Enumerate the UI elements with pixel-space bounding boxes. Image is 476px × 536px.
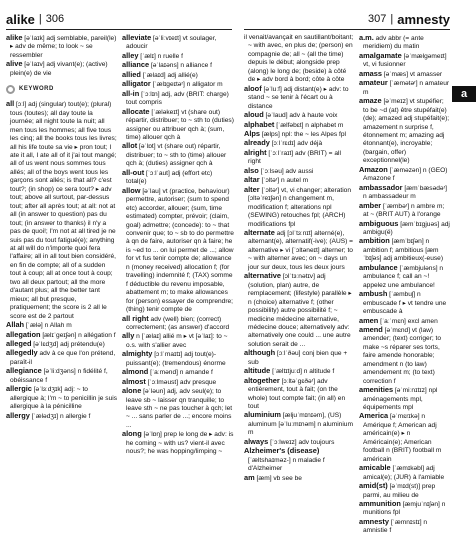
entry-headword: aloud xyxy=(244,110,264,120)
dictionary-entry xyxy=(6,34,117,60)
entry-definition: [əˈmælgəmeɪt] vt, vi fusionner xyxy=(363,52,447,69)
dictionary-entry xyxy=(6,367,117,385)
entry-definition: [əˈmeɪz] vt stupéfier; to be ~d (at) être stupéfait(e) (de); amazed adj stupéfait(e); amazement n surprise f, étonnement m; amazing adj étonnant(e), incroyable; (bargain, offer) exceptionnel(le) xyxy=(363,98,450,165)
entry-headword: alike xyxy=(6,33,23,42)
entry-definition: [əˈlaud] adv à haute voix xyxy=(263,112,338,120)
entry-definition: [ˈælə] n Allah m xyxy=(24,322,72,330)
entry-headword: alleged xyxy=(6,338,32,348)
dictionary-entry xyxy=(244,474,354,483)
dictionary-entry xyxy=(244,349,354,367)
entry-definition: [ɔːltəˈgɛðəʳ] adv entièrement, tout à fait; (on the whole) tout compte fait; (in all) en tout xyxy=(248,377,346,411)
entry-headword: alliance xyxy=(122,60,150,70)
running-head-left-word: alike xyxy=(6,12,35,27)
dictionary-entry xyxy=(359,184,450,202)
entry-definition: [ˈælɪgeɪtəʳ] n alligator m xyxy=(150,81,223,89)
dictionary-entry xyxy=(244,149,354,167)
entry-definition: [ælɪˈgeɪʃən] n allégation f xyxy=(40,331,116,339)
entry-definition: [ˈælɪ] n ruelle f xyxy=(138,52,183,60)
entry-headword: allot xyxy=(122,141,138,151)
running-head-right-word: amnesty xyxy=(397,12,450,27)
entry-definition: [æmˈbɪgjuəs] adj ambigu(ë) xyxy=(363,220,450,236)
entry-headword: although xyxy=(244,348,276,358)
entry-headword: almond xyxy=(122,367,149,377)
entry-headword: Alzheimer's (disease) xyxy=(244,446,320,456)
dictionary-entry xyxy=(359,52,450,70)
dictionary-entry xyxy=(359,202,450,220)
page-number-left: 306 xyxy=(45,13,65,25)
dictionary-entry xyxy=(359,518,450,536)
entry-headword: already xyxy=(244,138,270,148)
entry-headword: altar xyxy=(244,175,260,185)
running-head-left xyxy=(6,0,232,30)
dictionary-entry xyxy=(122,34,234,52)
entry-definition: [ɔːl] adj (singular) tout(e); (plural) tous (toutes); all day toute la journée; all night toute la nuit; all men tous les hommes; all five tous les cinq; all the books tous les livres; all his life toute sa vie ▸ pron tout; I ate it all, I ate all of it j'ai tout mangé; all of us went nous sommes tous allés; all of the boys went tous les garçons sont allés; is that all? c'est tout?; (in shop) ce sera tout? ▸ adv tout; above all surtout, par-dessus tout; after all après tout; at all: not at all (in answer to question) pas du tout; (in answer to thanks) il n'y a pas de quoi!; I'm not at all tired je ne suis pas du tout fatigué(e); anything at all will do n'importe quoi fera l'affaire; all in all tout bien considéré, en fin de compte; all of a sudden tout à coup; all at once tout à coup; two all deux partout; all the more d'autant plus; all the better tant mieux; all but presque, pratiquement; the score is 2 all le score est de 2 partout xyxy=(10,101,117,320)
dictionary-entry xyxy=(244,121,354,130)
dictionary-entry xyxy=(244,229,354,272)
entry-definition: [ˈɔːlɪn] adj, adv (BRIT: charge) tout compris xyxy=(126,90,229,107)
entry-headword: alone xyxy=(122,386,142,396)
dictionary-entry xyxy=(6,412,117,421)
entry-headword: amicable xyxy=(359,463,391,473)
entry-headword: allegiance xyxy=(6,366,42,376)
keyword-label: KEYWORD xyxy=(19,86,54,93)
entry-definition: [æmˈbæsədəʳ] n ambassadeur m xyxy=(363,184,448,201)
entry-headword: alright xyxy=(244,147,267,157)
dictionary-entry xyxy=(6,100,117,321)
entry-headword: also xyxy=(244,165,259,175)
entry-headword: aluminium xyxy=(244,410,281,420)
entry-definition: [æm] vb see be xyxy=(254,474,302,482)
entry-headword: always xyxy=(244,436,269,446)
entry-definition: [ˈælaɪd] adj allié(e) xyxy=(140,71,198,79)
entry-definition: [əˈmiːnɪtɪz] npl aménagements mpl, équipements mpl xyxy=(363,387,438,412)
entry-headword: all-out xyxy=(122,167,145,177)
dictionary-entry xyxy=(359,412,450,464)
dictionary-entry xyxy=(359,290,450,316)
entry-definition: [ˈɔltəʳ] vt, vi changer; alteration [ɔltəˈreɪʃən] n changement m, modification f; alterations npl (SEWING) retouches fpl; (ARCH) modifications fpl xyxy=(248,186,351,228)
entry-definition: [ˈaːmənd] n amande f xyxy=(148,369,213,377)
entry-definition: [æljuˈmɪnɪəm], (US) aluminum [əˈluːmɪnəm] n aluminium m xyxy=(248,412,353,437)
entry-headword: amber xyxy=(359,200,382,210)
dictionary-entry xyxy=(244,176,354,185)
entry-definition: [ɔːlˈrɛdɪ] adv déjà xyxy=(269,140,323,148)
dictionary-entry xyxy=(122,90,234,108)
entry-headword: ambush xyxy=(359,289,388,299)
dictionary-entry xyxy=(122,332,234,350)
entry-headword: ally xyxy=(122,331,135,341)
entry-definition: [əˈmɛrɪkə] n Amérique f; American adj américain(e) ▸ n Américain(e); American football n (BRIT) football m américain xyxy=(363,413,442,463)
entry-definition: [əˈlɒŋ] prep le long de ▸ adv: is he coming ~ with us? vient-il avec nous?; he was hopping/limping ~ xyxy=(126,431,234,456)
entry-headword: Amazon xyxy=(359,164,388,174)
entry-definition: [əˈlaɪk] adj semblable, pareil(le) ▸ adv de même; to look ~ se ressembler xyxy=(10,35,117,59)
column-1 xyxy=(6,34,117,474)
entry-headword: amalgamate xyxy=(359,50,402,60)
dictionary-entry xyxy=(359,220,450,238)
entry-definition: [əˈlɛdʒd] adj prétendu(e) xyxy=(31,340,105,348)
entry-definition: adv abbr (= ante meridiem) du matin xyxy=(363,35,424,51)
entry-definition: [əˈluːf] adj distant(e) ▸ adv: to stand ~ se tenir à l'écart ou à distance xyxy=(248,85,349,110)
entry-headword: ambiguous xyxy=(359,218,399,228)
thumb-index-tab: a xyxy=(452,86,476,102)
entry-headword: alive xyxy=(6,59,23,69)
entry-headword: alphabet xyxy=(244,119,275,129)
entry-definition: [əˈlaɪəns] n alliance f xyxy=(149,62,212,70)
entry-headword: Alps xyxy=(244,128,261,138)
dictionary-entry xyxy=(359,386,450,412)
column-2 xyxy=(122,34,234,474)
keyword-marker xyxy=(6,82,116,96)
entry-headword: amen xyxy=(359,315,379,325)
entry-headword: alternative xyxy=(244,271,281,281)
entry-definition: [æmˈbɪʃən] n ambition f; ambitious [æmˈbɪʃəs] adj ambitieux(-euse) xyxy=(363,238,444,263)
entry-definition: [ˈæləkeɪt] vt (share out) répartir, distribuer; to ~ sth to (duties) assigner ou attribuer qch à; (sum, time) allouer qch à xyxy=(126,108,234,141)
entry-definition: [əˈmæs] vt amasser xyxy=(382,70,443,78)
entry-definition: [ˈæmɪkəbl] adj amical(e); (JUR) à l'amiable xyxy=(363,465,445,481)
dictionary-entry xyxy=(122,430,234,456)
entry-headword: ammunition xyxy=(359,499,401,509)
entry-headword: allegedly xyxy=(6,348,38,358)
entry-headword: all xyxy=(6,99,15,109)
dictionary-entry xyxy=(359,79,450,97)
entry-headword: amenities xyxy=(359,385,394,395)
entry-definition: [əˈmɪd(st)] prep parmi, au milieu de xyxy=(363,483,436,499)
column-3 xyxy=(244,34,354,482)
entry-headword: aloof xyxy=(244,83,262,93)
dictionary-entry xyxy=(122,315,234,333)
entry-definition: [əˈlɜːdʒɪk] adj: ~ to allergique à; I'm ~ to penicillin je suis allergique à la pénicilline xyxy=(10,386,117,411)
dictionary-entry xyxy=(244,85,354,111)
entry-definition: [ˈæltshaɪməz-] n maladie f d'Alzheimer xyxy=(248,456,325,473)
entry-definition: [əˈliːdʒəns] n fidélité f, obéissance f xyxy=(10,368,108,384)
entry-headword: altitude xyxy=(244,366,271,376)
entry-definition: [æmjuˈnɪʃən] n munitions fpl xyxy=(363,501,446,517)
entry-headword: alley xyxy=(122,50,139,60)
entry-headword: along xyxy=(122,429,142,439)
dictionary-entry xyxy=(244,272,354,349)
entry-headword: amid(st) xyxy=(359,481,388,491)
keyword-ring-icon xyxy=(6,85,15,94)
dictionary-entry xyxy=(244,411,354,437)
entry-headword: alligator xyxy=(122,79,151,89)
entry-definition: [ˈælfəbɛt] n alphabet m xyxy=(274,121,344,129)
entry-definition: [ɔːlˈmaɪtɪ] adj tout(e)-puissant(e); (tremendous) énorme xyxy=(126,351,226,367)
entry-definition: adv (well) bien; (correct) correctement; (as answer) d'accord xyxy=(126,315,230,331)
entry-definition: [ˈɔːlweɪz] adv toujours xyxy=(268,438,335,446)
entry-definition: [əˈləun] adj, adv seul(e); to leave sb ~ laisser qn tranquille; to leave sth ~ ne pas toucher à qch; let ~ ... sans parler de ...; encore moins ... xyxy=(126,388,233,429)
dictionary-entry xyxy=(359,166,450,184)
entry-definition: adv à ce que l'on prétend, paraît-il xyxy=(10,350,116,366)
entry-definition: il venait/avançait en sautillant/boitant; ~ with avec, en plus de; (person) en compagnie de; all ~ (all the time) depuis le début; alongside prep (along) le long de; (beside) à côté de ▸ adv bord à bord; côte à côte xyxy=(244,34,354,84)
entry-definition: n [ˈælaɪ] allié m ▸ vt [əˈlaɪ]: to ~ o.s. with s'allier avec xyxy=(126,333,228,349)
keyword-spacer xyxy=(6,78,117,100)
entry-definition: [ˈaːˈmɛn] excl amen xyxy=(378,317,438,325)
column-4 xyxy=(359,33,450,535)
entry-definition: adj [ɔlˈtɜːnɪt] alterné(e), alternant(e), alternatif(-ive); (AUS) = alternative ▸ vi [ˈɔltəneɪt] alterner; to ~ with alterner avec; on ~ days un jour sur deux, tous les deux jours xyxy=(248,229,353,271)
entry-definition: [ˈɔːlsəu] adv aussi xyxy=(258,167,314,175)
entry-headword: amaze xyxy=(359,96,382,106)
entry-definition: [ˈɔːlməust] adv presque xyxy=(145,378,217,386)
entry-headword: alternate xyxy=(244,227,275,237)
entry-headword: allergy xyxy=(6,410,30,420)
entry-headword: allied xyxy=(122,69,141,79)
dictionary-entry xyxy=(359,34,450,52)
entry-definition: [ˈæmbuʃ] n embuscade f ▸ vt tendre une embuscade à xyxy=(363,291,447,316)
entry-headword: alter xyxy=(244,184,260,194)
entry-headword: am xyxy=(244,472,255,482)
dictionary-entry xyxy=(122,350,234,368)
entry-headword: allocate xyxy=(122,106,150,116)
entry-headword: all-in xyxy=(122,88,140,98)
dictionary-entry xyxy=(244,186,354,229)
running-head-left-separator: | xyxy=(38,13,42,25)
entry-headword: ambassador xyxy=(359,182,403,192)
entry-headword: altogether xyxy=(244,375,280,385)
dictionary-entry xyxy=(122,187,234,315)
dictionary-entry xyxy=(359,500,450,518)
dictionary-entry xyxy=(359,464,450,482)
entry-definition: [ˈæmətəʳ] n amateur m xyxy=(363,80,450,96)
entry-definition: [ˈælədʒɪ] n allergie f xyxy=(29,412,91,420)
entry-headword: allegation xyxy=(6,329,41,339)
entry-headword: almost xyxy=(122,376,146,386)
dictionary-entry xyxy=(359,97,450,166)
dictionary-entry xyxy=(244,167,354,176)
dictionary-entry xyxy=(122,387,234,430)
dictionary-entry xyxy=(359,326,450,386)
page-number-right: 307 xyxy=(368,13,387,25)
entry-definition: [ˈæltɪtjuːd] n altitude f xyxy=(270,368,335,376)
entry-definition: [ælps] npl: the ~ les Alpes fpl xyxy=(260,130,346,138)
entry-headword: alleviate xyxy=(122,33,152,42)
entry-definition: [əˈmɛnd] vt (law) amender; (text) corriger; to make ~s réparer ses torts, faire amende honorable; amendment n (to law) amendement m; (to text) correction f xyxy=(363,326,442,385)
entry-headword: amass xyxy=(359,68,383,78)
entry-headword: amateur xyxy=(359,78,388,88)
entry-definition: [ˈɔːlˈaut] adj (effort etc) total(e) xyxy=(126,169,213,186)
running-head-right-separator: | xyxy=(390,13,394,25)
entry-headword: almighty xyxy=(122,349,153,359)
entry-headword: allow xyxy=(122,185,141,195)
entry-headword: ambulance xyxy=(359,262,398,272)
entry-headword: amnesty xyxy=(359,516,389,526)
entry-headword: allergic xyxy=(6,384,32,394)
dictionary-entry xyxy=(359,237,450,263)
entry-definition: [ɔlˈtɜːnətɪv] adj (solution, plan) autre, de remplacement; (lifestyle) parallèle ▸ n (choice) alternative f; (other possibility) autre possibilité f; ~ medicine médecine alternative, médecine douce; alternatively adv: alternatively one could ... une autre solution serait de ... xyxy=(248,273,352,348)
dictionary-entry xyxy=(122,108,234,143)
entry-definition: [ˈæmbjuləns] n ambulance f; call an ~! appelez une ambulance! xyxy=(363,264,444,289)
entry-headword: amend xyxy=(359,324,383,334)
entry-headword: ambition xyxy=(359,236,390,246)
entry-definition: [əˈliːvɪeɪt] vt soulager, adoucir xyxy=(126,35,217,51)
dictionary-entry xyxy=(244,34,354,85)
running-head-right xyxy=(244,0,450,30)
entry-definition: [ˈɔltəʳ] n autel m xyxy=(259,177,309,185)
dictionary-entry xyxy=(359,264,450,290)
entry-definition: [əˈlaɪv] adj vivant(e); (active) plein(e) de vie xyxy=(10,61,108,77)
entry-definition: [ˈæmnɪstɪ] n amnistie f xyxy=(363,518,428,535)
entry-headword: Allah xyxy=(6,320,25,330)
dictionary-entry xyxy=(6,385,117,411)
dictionary-entry xyxy=(6,349,117,367)
entry-headword: America xyxy=(359,411,389,421)
entry-headword: all right xyxy=(122,313,149,323)
entry-definition: [ˈæmbəʳ] n ambre m; at ~ (BRIT AUT) à l'orange xyxy=(363,202,445,219)
entry-definition: [əˈlau] vt (practice, behaviour) permettre, autoriser; (sum to spend etc) accorder, allouer; (sum, time estimated) compter, prévoir; (claim, goal) admettre; (concede): to ~ that convenir que; to ~ sb to do permettre à qn de faire, autoriser qn à faire; he is ~ed to ... on lui permet de ...; allow for vt fus tenir compte de; allowance n (money received) allocation f; (for travelling) indemnité f; (TAX) somme f déductible du revenu imposable, abattement m; to make allowances for (person) essayer de comprendre; (thing) tenir compte de xyxy=(126,187,234,314)
dictionary-entry xyxy=(359,482,450,500)
dictionary-entry xyxy=(244,377,354,412)
dictionary-entry xyxy=(244,447,354,473)
dictionary-entry xyxy=(6,60,117,78)
entry-definition: [ɔːlˈðəu] conj bien que + sub xyxy=(248,350,348,366)
entry-definition: [əˈlɒt] vt (share out) répartir, distribuer; to ~ sth to (time) allouer qch à; (duties) assigner qch à xyxy=(126,143,227,168)
dictionary-entry xyxy=(122,142,234,168)
entry-definition: [ˈɔːlˈraɪt] adv (BRIT) = all right xyxy=(248,149,341,166)
entry-definition: [ˈæməzən] n (GEO) Amazone f xyxy=(363,166,448,183)
dictionary-entry xyxy=(122,169,234,187)
entry-headword: a.m. xyxy=(359,33,374,42)
